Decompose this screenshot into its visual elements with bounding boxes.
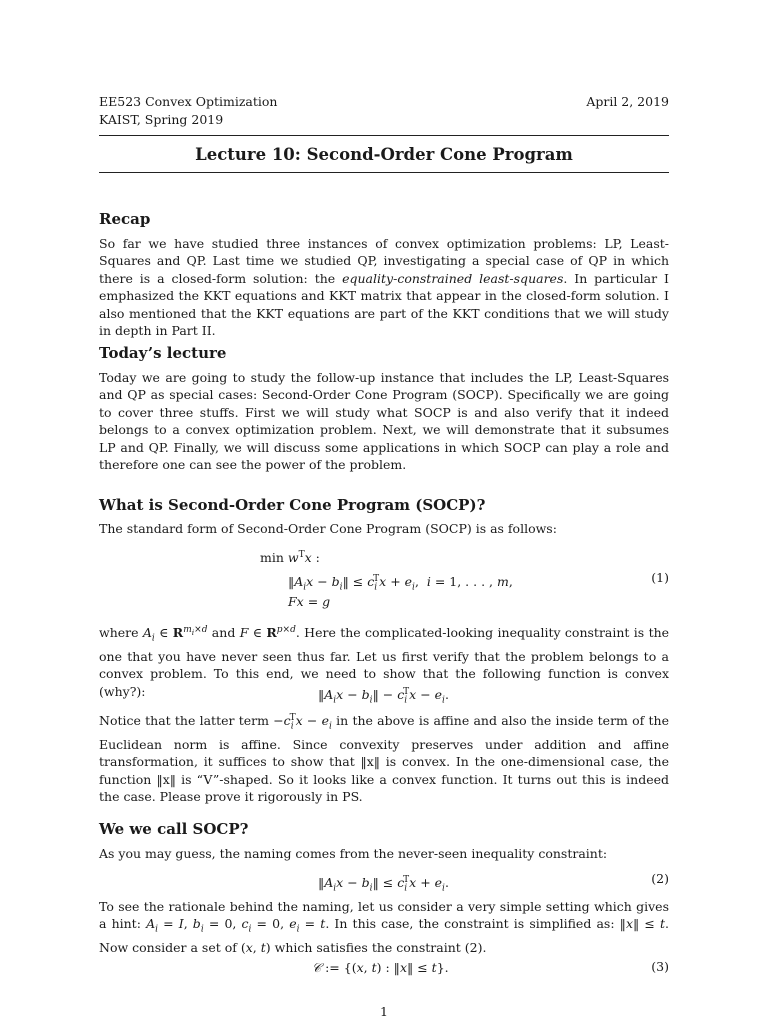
today-heading: Today’s lecture [99, 344, 227, 362]
call-heading: We we call SOCP? [99, 820, 249, 838]
call-intro: As you may guess, the naming comes from the never-seen inequality constraint: [99, 846, 608, 861]
recap-heading: Recap [99, 210, 151, 228]
eq1-objective: $\min w^Tx$ : [260, 550, 320, 566]
what-heading: What is Second-Order Cone Program (SOCP)? [99, 496, 486, 514]
bottom-rule [99, 172, 669, 173]
today-paragraph: Today we are going to study the follow-up instance that includes the LP, Least-Squares and QP as special cases: Second-Order Cone Program (SOCP). Specifically we are going to cover three stuffs. First we will study what SOCP is and also verify that it indeed belongs to a convex optimization problem. Next, we will demonstrate that it subsumes LP and QP. Finally, we will discuss some applications in which SOCP can play a role and therefore one can see the power of the problem. [99, 370, 669, 473]
eq3: 𝒞 := {(x, t) : ‖x‖ ≤ t}. [312, 960, 449, 975]
page-number: 1 [380, 1004, 388, 1019]
course-name: EE523 Convex Optimization [99, 94, 278, 109]
what-intro: The standard form of Second-Order Cone Program (SOCP) is as follows: [99, 521, 557, 536]
eq2: $‖A_ix$ − $b_i‖ \le c_i^Tx + e_i$. [318, 875, 449, 894]
recap-paragraph: So far we have studied three instances of convex optimization problems: LP, Least-Squares and QP. Last time we studied QP, investigating a special case of QP in which there is a closed-form solution: the equality-constrained least-squares. In particular I emphasized the KKT equations and KKT matrix that appear in the closed-form solution. I also mentioned that the KKT equations are part of the KKT conditions that we will study in depth in Part II. [99, 236, 669, 339]
eq1-equality: Fx = g [288, 594, 331, 609]
recap-emphasis: equality-constrained least-squares [342, 270, 564, 286]
notice-paragraph: Notice that the latter term $-c_i^Tx - e_i$ in the above is affine and also the inside term of the Euclidean norm is affine. Since convexity preserves under addition and affine transformation, it suffices to show that ‖x‖ is convex. In the one-dimensional case, the function ‖x‖ is “V”-shaped. So it looks like a convex function. It turns out this is indeed the case. Please prove it rigorously in PS. [99, 713, 669, 805]
rationale-paragraph: To see the rationale behind the naming, let us consider a very simple setting which gives a hint: $A_i = I$, $b_i = 0$, $c_i = 0$, $e_i = t$. In this case, the constraint is simplified as: ‖x‖ ≤ t. Now consider a set of (x, t) which satisfies the constraint (2). [99, 899, 670, 956]
top-rule [99, 135, 669, 136]
school-term: KAIST, Spring 2019 [99, 112, 224, 127]
page-title: Lecture 10: Second-Order Cone Program [195, 145, 573, 164]
eq3-number: (3) [651, 959, 669, 974]
eq2-number: (2) [651, 871, 669, 886]
lecture-date: April 2, 2019 [586, 94, 669, 109]
eq1-constraint: $‖A_ix$ − $b_i‖ \le c_i^Tx + e_i$, i = 1, . . . , m, [288, 574, 513, 593]
where-paragraph: where $A_i$ ∈ $R^{m_i\times d}$ and F ∈ $R^{p\times d}$. Here the complicated-looking inequality constraint is the one that you have never seen thus far. Let us first verify that the problem belongs to a convex problem. To this end, we need to show that the following function is convex (why?): [99, 625, 670, 699]
eq1-number: (1) [651, 570, 669, 585]
convex-function-eq: $‖A_ix$ − $b_i‖ - c_i^Tx - e_i$. [318, 687, 449, 706]
